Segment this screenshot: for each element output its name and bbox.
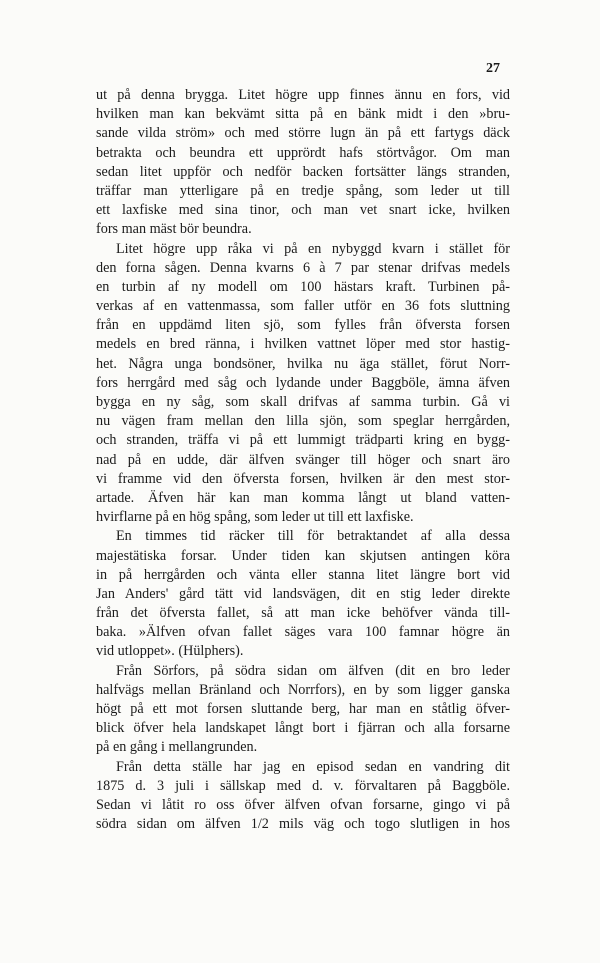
text-line: halfvägs mellan Bränland och Norrfors), en by som ligger ganska <box>96 681 510 698</box>
text-line: medels en bred ränna, i hvilken vattnet löper med stor hastig- <box>96 336 510 353</box>
text-line: södra sidan om älfven 1/2 mils väg och togo slutligen in hos <box>96 816 510 833</box>
text-line: från det öfversta fallet, så att man icke behöfver vända till- <box>96 605 510 622</box>
text-line: träffar man ytterligare på en tredje spång, som leder ut till <box>96 182 510 199</box>
text-line: nad på en udde, där älfven svänger till höger och snart äro <box>96 451 510 468</box>
text-line: 1875 d. 3 juli i sällskap med d. v. förvaltaren på Baggböle. <box>96 777 510 794</box>
page-number: 27 <box>486 61 500 76</box>
text-line: och stranden, träffa vi på ett lummigt trädparti kring en bygg- <box>96 432 510 449</box>
text-line: Från Sörfors, på södra sidan om älfven (dit en bro leder <box>116 662 510 679</box>
text-line: hvirflarne på en hög spång, som leder ut till ett laxfiske. <box>96 509 414 526</box>
text-line: fors man mäst bör beundra. <box>96 221 252 238</box>
text-line: Från detta ställe har jag en episod sedan en vandring dit <box>116 758 510 775</box>
text-line: från en uppdämd liten sjö, som fylles från öfversta forsen <box>96 317 510 334</box>
text-line: vid utloppet». (Hülphers). <box>96 643 244 660</box>
text-line: betrakta och beundra ett upprördt hafs störtvågor. Om man <box>96 144 510 161</box>
text-line: blick öfver hela landskapet långt bort i fjärran och alla forsarne <box>96 720 510 737</box>
text-line: vi framme vid den öfversta forsen, hvilken är den mest stor- <box>96 470 510 487</box>
text-line: Sedan vi låtit ro oss öfver älfven ofvan forsarne, gingo vi på <box>96 796 510 813</box>
body-text <box>96 86 510 834</box>
text-line: på en gång i mellangrunden. <box>96 739 258 756</box>
text-line: sedan litet uppför och nedför backen fortsätter längs stranden, <box>96 163 510 180</box>
text-line: baka. »Älfven ofvan fallet säges vara 100 famnar högre än <box>96 624 510 641</box>
text-line: en turbin af ny modell om 100 hästars kraft. Turbinen på- <box>96 278 510 295</box>
text-line: het. Några unga bondsöner, hvilka nu äga stället, förut Norr- <box>96 355 510 372</box>
text-line: majestätiska forsar. Under tiden kan skjutsen antingen köra <box>96 547 510 564</box>
text-line: En timmes tid räcker till för betraktandet af alla dessa <box>116 528 510 545</box>
text-line: den forna sågen. Denna kvarns 6 à 7 par stenar drifvas medels <box>96 259 510 276</box>
text-line: in på herrgården och vänta eller stanna litet längre bort vid <box>96 566 510 583</box>
text-line: nu vägen fram mellan den lilla sjön, som speglar herrgården, <box>96 413 510 430</box>
text-line: hvilken man kan bekvämt sitta på en bänk midt i den »bru- <box>96 106 510 123</box>
text-line: bygga en ny såg, som skall drifvas af samma turbin. Gå vi <box>96 394 510 410</box>
text-line: artade. Äfven här kan man komma långt ut bland vatten- <box>96 489 510 506</box>
text-line: Jan Anders' gård tätt vid landsvägen, dit en stig leder direkte <box>96 585 510 602</box>
text-line: högt på ett mot forsen sluttande berg, har man en ståtlig öfver- <box>96 701 510 717</box>
text-line: ett laxfiske med sina tinor, och man vet snart icke, hvilken <box>96 202 510 219</box>
text-line: sande vilda ström» och med större lugn än på ett fartygs däck <box>96 125 510 142</box>
text-line: fors herrgård med såg och lydande under Baggböle, ämna äfven <box>96 374 510 391</box>
text-line: ut på denna brygga. Litet högre upp finnes ännu en fors, vid <box>96 87 510 103</box>
text-line: Litet högre upp råka vi på en nybyggd kvarn i stället för <box>116 240 510 257</box>
text-line: verkas af en vattenmassa, som faller utför en 36 fots sluttning <box>96 298 510 315</box>
